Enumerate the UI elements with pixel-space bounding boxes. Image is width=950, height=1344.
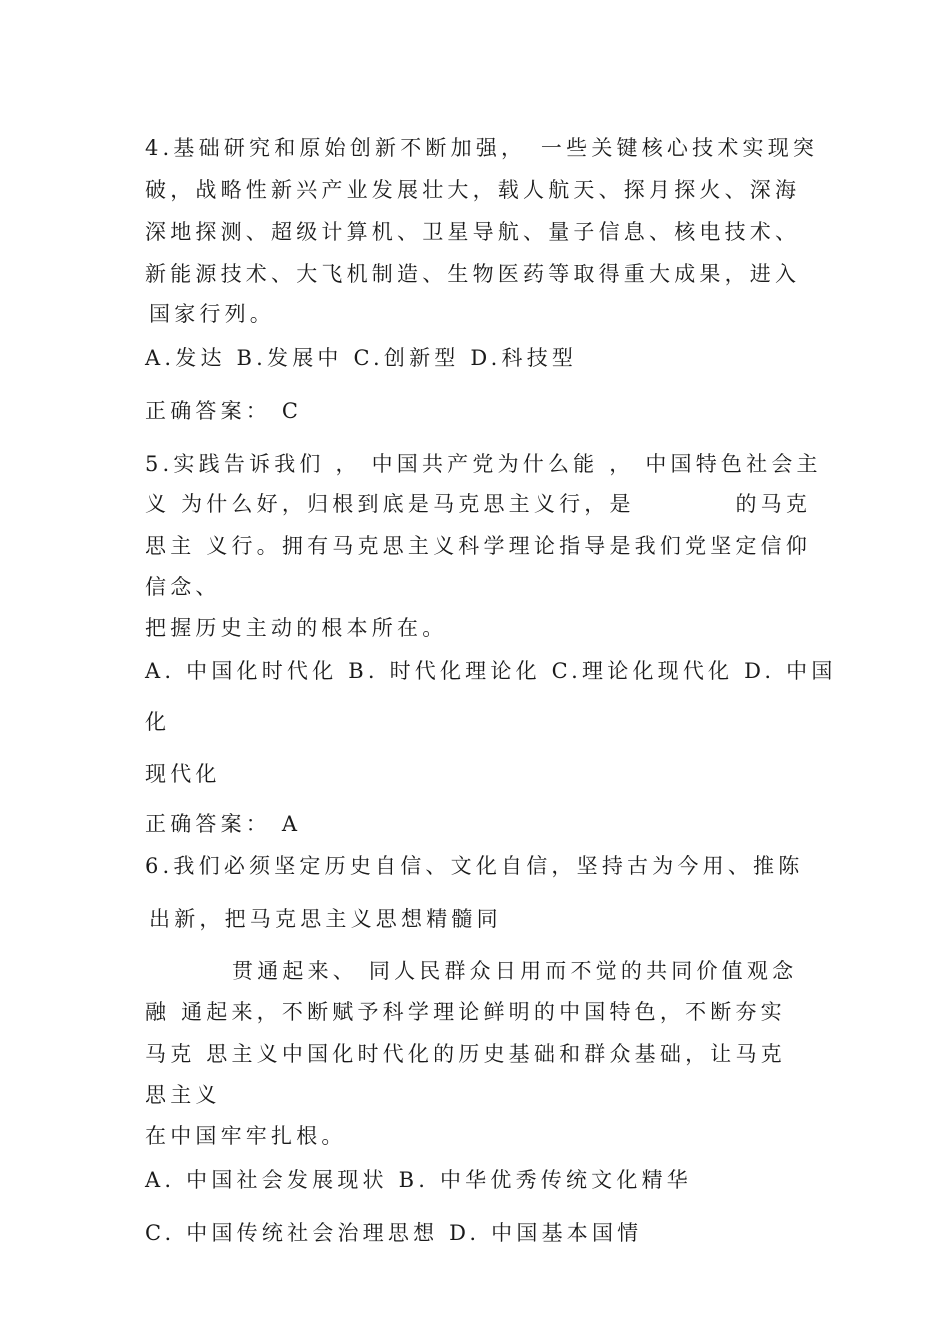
question-6-options-line-2: C. 中国传统社会治理思想 D. 中国基本国情 <box>145 1221 643 1245</box>
question-5-text-line-5: 把握历史主动的根本所在。 <box>145 616 448 640</box>
question-4-options: A.发达 B.发展中 C.创新型 D.科技型 <box>145 346 578 370</box>
question-5-text-line-2: 义 为什么好，归根到底是马克思主义行，是 的马克 <box>145 492 812 516</box>
question-4-text-line-5: 国家行列。 <box>149 302 275 326</box>
question-5-text-line-3: 思主 义行。拥有马克思主义科学理论指导是我们党坚定信仰 <box>145 534 812 558</box>
question-5-options-line-2: 化 <box>145 710 171 734</box>
question-6-text-line-7: 在中国牢牢扎根。 <box>145 1124 347 1148</box>
question-5-answer: 正确答案： A <box>145 812 302 836</box>
question-5-text-line-4: 信念、 <box>145 575 221 599</box>
question-5-options-line-1: A. 中国化时代化 B. 时代化理论化 C.理论化现代化 D. 中国 <box>145 659 837 683</box>
question-4-text-line-3: 深地探测、超级计算机、卫星导航、量子信息、核电技术、 <box>145 220 801 244</box>
question-6-text-line-1: 6.我们必须坚定历史自信、文化自信，坚持古为今用、推陈 <box>145 854 804 878</box>
question-6-text-line-5: 马克 思主义中国化时代化的历史基础和群众基础，让马克 <box>145 1042 786 1066</box>
question-5-text-line-1: 5.实践告诉我们 ， 中国共产党为什么能 ， 中国特色社会主 <box>145 452 822 476</box>
question-6-text-line-4: 融 通起来，不断赋予科学理论鲜明的中国特色，不断夯实 <box>145 1000 786 1024</box>
question-4-answer: 正确答案： C <box>145 399 303 423</box>
question-6-options-line-1: A. 中国社会发展现状 B. 中华优秀传统文化精华 <box>145 1168 692 1192</box>
question-6-text-line-3: 贯通起来、 同人民群众日用而不觉的共同价值观念 <box>232 959 798 983</box>
question-4-text-line-4: 新能源技术、大飞机制造、生物医药等取得重大成果，进入 <box>145 262 801 286</box>
question-4-text-line-1: 4.基础研究和原始创新不断加强， 一些关键核心技术实现突 <box>145 136 819 160</box>
question-6-text-line-6: 思主义 <box>145 1083 221 1107</box>
question-5-options-line-3: 现代化 <box>145 762 221 786</box>
question-6-text-line-2: 出新，把马克思主义思想精髓同 <box>149 907 502 931</box>
question-4-text-line-2: 破，战略性新兴产业发展壮大，载人航天、探月探火、深海 <box>145 178 801 202</box>
